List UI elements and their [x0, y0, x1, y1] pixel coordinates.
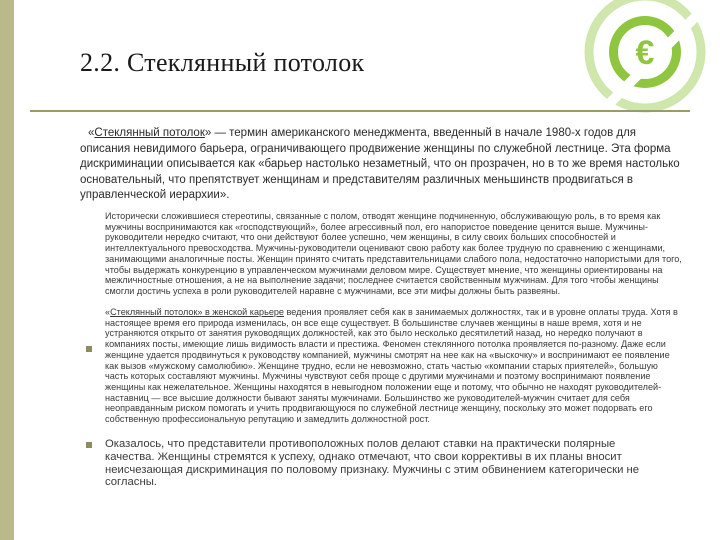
intro-open-quote: « — [88, 127, 95, 139]
slide-title: 2.2. Стеклянный потолок — [80, 48, 365, 77]
manifest-paragraph — [105, 307, 683, 425]
manifest-term: Стеклянный потолок» в женской карьере — [110, 307, 284, 317]
intro-term: Стеклянный потолок — [94, 127, 205, 139]
manifest-open-quote: « — [105, 307, 111, 317]
intro-paragraph — [80, 126, 680, 204]
conclusion-paragraph: Оказалось, что представители противоположных полов делают ставки на практически полярные качества. Женщины стремятся к успеху, однако отмечают, что свои коррективы в их планы вносит неисчезающая дискриминация по половому признаку. Мужчины с этим обвинением категорически не согласны. — [105, 438, 640, 489]
bullet-square-icon — [86, 442, 92, 448]
left-accent-bar — [0, 0, 14, 540]
stereotypes-paragraph: Исторически сложившиеся стереотипы, связанные с полом, отводят женщине подчиненную, обслуживающую роль, в то время как мужчины воспринимаются как «господствующий», более агрессивный пол, его напористое поведение ценится выше. Мужчины-руководители нередко считают, что они действуют более успешно, чем женщины, в силу своих больших способностей и интеллектуального превосходства. Мужчины-руководители оценивают свою работу как более трудную по сравнению с женщинами, занимающими аналогичные посты. Женщин принято считать представительницами слабого пола, недостаточно напористыми для того, чтобы выдержать конкуренцию в управленческом мужчинами деловом мире. Существует мнение, что женщины ориентированы на межличностные отношения, а не на выполнение задачи; последнее считается свойственным мужчинам. Для того чтобы женщины смогли достичь успеха в роли руководителей наравне с мужчинами, все эти мифы должны быть развеяны. — [105, 211, 682, 296]
euro-symbol: € — [635, 34, 655, 72]
bullet-square-icon — [86, 346, 92, 352]
title-divider — [30, 110, 690, 112]
intro-text: » — термин американского менеджмента, введенный в начале 1980-х годов для описания невидимого барьера, ограничивающего продвижение женщины по служебной лестнице. Эта форма дискриминации описывается как «барьер настолько незаметный, что он прозрачен, но в то же время настолько основательный, что препятствует женщинам и представителям различных меньшинств продвигаться в управленческой иерархии». — [80, 127, 680, 201]
manifest-text: ведения проявляет себя как в занимаемых должностях, так и в уровне оплаты труда. Хотя в настоящее время его природа изменилась, он все еще существует. В большинстве случаев женщины в наше время, хотя и не устраняются открыто от занятия руководящих должностей, как это было несколько десятилетий назад, но нередко получают в компаниях посты, имеющие лишь видимость власти и престижа. Феномен стеклянного потолка проявляется по-разному. Даже если женщине удается продвинуться к руководству компанией, мужчины смотрят на нее как на «выскочку» и воспринимают ее появление как вызов «мужскому самолюбию». Женщине трудно, если не невозможно, стать частью «компании старых приятелей», большую часть которых составляют мужчины. Мужчины чувствуют себя проще с другими мужчинами и поэтому воспринимают появление женщины как нежелательное. Женщины находятся в невыгодном положении еще и потому, что обычно не находят руководителей-наставниц — все высшие должности бывают заняты мужчинами. Большинство же руководителей-мужчин считает для себя неоправданным риском помогать и учить продвигающуюся по служебной лестнице женщину, поскольку это может подорвать его собственную профессиональную репутацию и замедлить должностной рост. — [105, 307, 678, 425]
